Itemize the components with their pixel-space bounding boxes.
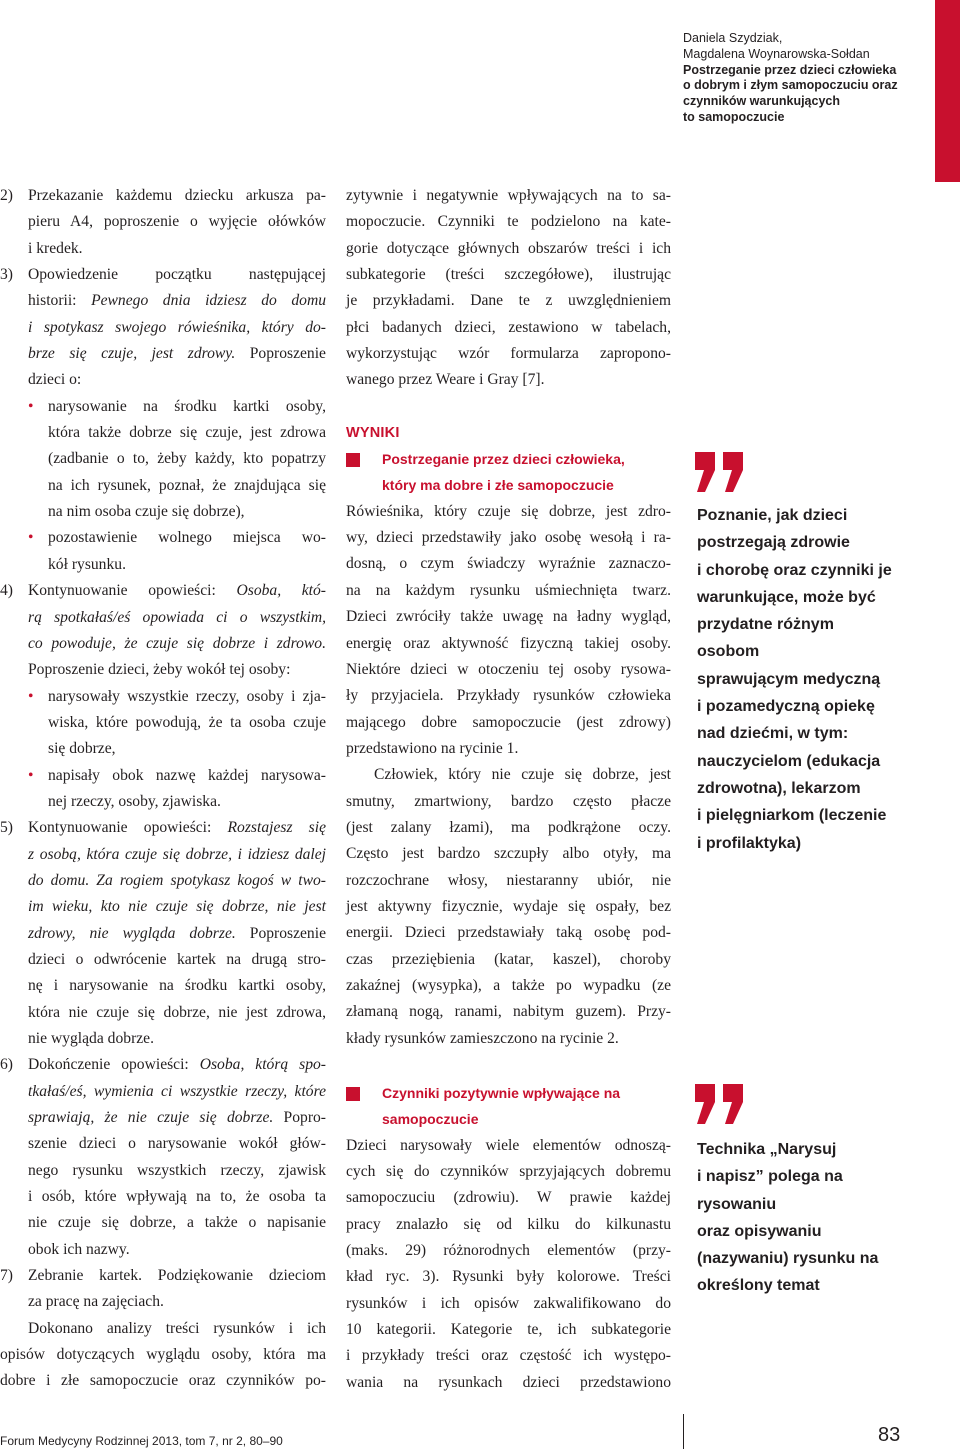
text-line: na na każdym rysunku uśmiechnięta twarz. bbox=[346, 581, 671, 599]
bullet-item bbox=[28, 525, 326, 578]
italic-span: zdrowy, nie wygląda dobrze. bbox=[28, 924, 236, 942]
quote-line: warunkujące, może być bbox=[697, 588, 876, 606]
text-span: historii: bbox=[28, 292, 92, 310]
text-line: nej rzeczy, osoby, zjawiska. bbox=[48, 792, 221, 810]
text-line: (maks. 29) różnorodnych elementów (przy- bbox=[346, 1242, 671, 1260]
text-line: i osób, które wpływają na to, że osoba ta bbox=[28, 1188, 326, 1206]
quote-line: Poznanie, jak dzieci bbox=[697, 507, 848, 524]
list-number: 5) bbox=[0, 819, 13, 837]
text-line: dobre i złe samopoczucie oraz czynników po- bbox=[0, 1372, 326, 1390]
text-line bbox=[28, 1079, 326, 1105]
text-line: się dobrze, bbox=[48, 740, 116, 758]
heading-line: Czynniki pozytywnie wpływające na bbox=[382, 1085, 621, 1101]
paragraph bbox=[346, 499, 671, 762]
text-line: wykorzystując wzór formularza zapropono- bbox=[346, 345, 671, 363]
quote-line: nauczycielom (edukacja bbox=[697, 752, 881, 770]
heading-line: samopoczucie bbox=[382, 1111, 479, 1128]
text-line: która także dobrze się czuje, jest zdrowa bbox=[48, 424, 326, 442]
quote-line: nad dziećmi, w tym: bbox=[697, 725, 849, 743]
text-line: Przekazanie każdemu dziecku arkusza pa- bbox=[28, 187, 326, 204]
text-span: Kontynuowanie opowieści: bbox=[28, 582, 237, 600]
text-line bbox=[28, 341, 326, 367]
text-line: pracy znalazło się od kilku do kilkunastu bbox=[346, 1215, 671, 1233]
italic-span: z osobą, która czuje się dobrze, i idziesz dalej bbox=[28, 845, 326, 863]
text-span: Poproszenie bbox=[235, 924, 326, 942]
text-line: rysunków i ich opisów zakwalifikowano do bbox=[346, 1294, 671, 1312]
text-line: dzieci o: bbox=[28, 371, 82, 389]
text-line: (jest zalany łzami), ma podkrążone oczy. bbox=[346, 818, 671, 836]
text-line: dosną, o czym świadczy wyraźnie zaznaczo- bbox=[346, 555, 671, 573]
text-line: Dzieci zwróciły także uwagę na ładny wygląd, bbox=[346, 608, 671, 626]
text-span: Dokończenie opowieści: bbox=[28, 1056, 200, 1074]
text-line: na ich rysunek, poznał, że znajdująca się bbox=[48, 476, 326, 494]
quote-line: i profilaktyka) bbox=[697, 834, 802, 852]
section-heading: WYNIKI bbox=[346, 424, 400, 441]
list-number: 7) bbox=[0, 1267, 13, 1285]
text-line bbox=[28, 894, 326, 920]
bullet-list bbox=[0, 394, 326, 578]
text-line: zytywnie i negatywnie wpływających na to sa- bbox=[346, 187, 671, 204]
bullet-icon: • bbox=[28, 397, 34, 415]
text-line: kład ryc. 3). Rysunki były kolorowe. Treści bbox=[346, 1268, 671, 1286]
list-item-7 bbox=[0, 1263, 326, 1316]
quote-mark-icon bbox=[693, 452, 753, 492]
italic-span: rą spotkałaś/eś opowiada ci o wszystkim, bbox=[28, 608, 326, 626]
page-number: 83 bbox=[878, 1424, 901, 1446]
text-line: kłady rysunków zamieszczono na rycinie 2. bbox=[346, 1029, 619, 1047]
header-author: Magdalena Woynarowska-Sołdan bbox=[683, 46, 870, 61]
quote-mark-icon bbox=[693, 1084, 753, 1124]
bullet-icon: • bbox=[28, 529, 34, 547]
text-line: wanego przez Weare i Gray [7]. bbox=[346, 371, 545, 389]
closing-paragraph bbox=[0, 1316, 326, 1395]
paragraph bbox=[346, 762, 671, 1052]
text-line: opisów dotyczących wyglądu osoby, która ma bbox=[0, 1346, 326, 1364]
text-line: pozostawienie wolnego miejsca wo- bbox=[48, 529, 326, 547]
text-line: (zadbanie o to, żeby każdy, kto popatrzy bbox=[48, 450, 326, 468]
text-line: Opowiedzenie początku następującej bbox=[28, 266, 326, 284]
text-line: przedstawiono na rycinie 1. bbox=[346, 739, 519, 757]
text-line: je przykładami. Dane te z uwzględnieniem bbox=[346, 292, 671, 310]
text-line: Dokonano analizy treści rysunków i ich bbox=[28, 1319, 326, 1337]
text-line: gorie dotyczące głównych obszarów treści i ich bbox=[346, 239, 671, 257]
text-line: jest aktywny fizycznie, wydaje się ospały, bez bbox=[346, 897, 671, 915]
heading-line: który ma dobre i złe samopoczucie bbox=[382, 477, 614, 494]
text-line: narysowanie na środku kartki osoby, bbox=[48, 397, 326, 415]
list-number: 3) bbox=[0, 266, 13, 284]
text-line: samopoczuciu (zdrowiu). W prawie każdej bbox=[346, 1189, 671, 1207]
text-line: energię oraz aktywność fizyczną takiej osoby. bbox=[346, 634, 671, 652]
list-item-4 bbox=[0, 578, 326, 683]
quote-line: sprawującym medyczną bbox=[697, 670, 881, 688]
text-line: energii. Dzieci przedstawiały taką osobę pod- bbox=[346, 924, 671, 942]
footer-divider bbox=[683, 1414, 684, 1449]
text-line: dzieci o odwrócenie kartek na drugą stro- bbox=[28, 950, 326, 968]
bullet-item bbox=[28, 684, 326, 763]
square-bullet-icon bbox=[346, 1087, 360, 1101]
quote-line: i pielęgniarkom (leczenie bbox=[697, 807, 887, 825]
text-line: smutny, zmartwiony, bardzo często płacze bbox=[346, 792, 671, 810]
text-line: czas przeziębienia (katar, kaszel), choroby bbox=[346, 950, 671, 968]
text-line: obok ich nazwy. bbox=[28, 1240, 130, 1258]
bullet-list bbox=[0, 684, 326, 816]
text-line: subkategorie (treści szczegółowe), ilustrując bbox=[346, 266, 671, 284]
quote-line: postrzegają zdrowie bbox=[697, 534, 850, 552]
italic-span: Osoba, którą spo- bbox=[199, 1056, 326, 1074]
quote-line: rysowaniu bbox=[697, 1195, 777, 1213]
list-number: 4) bbox=[0, 582, 13, 600]
quote-line: zdrowotna), lekarzom bbox=[697, 779, 861, 797]
text-line: napisały obok nazwę każdej narysowa- bbox=[48, 766, 326, 784]
list-number: 2) bbox=[0, 187, 13, 204]
text-line bbox=[28, 288, 326, 314]
italic-span: do domu. bbox=[28, 871, 90, 889]
quote-line: i napisz” polega na bbox=[697, 1168, 843, 1186]
text-line bbox=[28, 315, 326, 341]
square-bullet-icon bbox=[346, 453, 360, 467]
header-title-line: czynników warunkujących bbox=[683, 94, 840, 109]
text-line: na nim osoba czuje się dobrze), bbox=[48, 503, 245, 521]
text-line: nę i narysowanie na środku kartki osoby, bbox=[28, 977, 326, 995]
italic-span: i spotykasz swojego rówieśnika, który do- bbox=[28, 318, 326, 336]
text-line: pieru A4, poproszenie o wyjęcie ołówków bbox=[28, 213, 326, 231]
text-line bbox=[28, 1105, 326, 1131]
bullet-item bbox=[28, 763, 326, 816]
list-item-2 bbox=[0, 183, 326, 262]
quote-line: przydatne różnym osobom bbox=[697, 616, 834, 661]
subsection-heading bbox=[346, 1080, 671, 1133]
list-item-3 bbox=[0, 262, 326, 394]
text-line: za pracę na zajęciach. bbox=[28, 1293, 164, 1311]
text-line bbox=[28, 605, 326, 631]
text-line: wiska, które powodują, że ta osoba czuje bbox=[48, 713, 326, 731]
text-line: złamaną nogą, ranami, nabitym guzem). Przy- bbox=[346, 1003, 671, 1021]
text-line: Poproszenie dzieci, żeby wokół tej osoby: bbox=[28, 661, 291, 679]
header-author: Daniela Szydziak, bbox=[683, 31, 783, 45]
text-line: Rówieśnika, który czuje się dobrze, jest zdro- bbox=[346, 502, 671, 520]
text-line bbox=[28, 842, 326, 868]
italic-span: brze się czuje, jest zdrowy. bbox=[28, 345, 236, 363]
bullet-icon: • bbox=[28, 766, 34, 784]
running-header bbox=[683, 31, 933, 126]
text-line bbox=[28, 868, 326, 894]
text-line bbox=[28, 578, 326, 604]
italic-span: tkałaś/eś, wymienia ci wszystkie rzeczy, które bbox=[28, 1082, 326, 1100]
text-line: rozczochrane włosy, niestaranny ubiór, nie bbox=[346, 871, 671, 889]
bullet-item bbox=[28, 394, 326, 526]
quote-line: i pozamedyczną opiekę bbox=[697, 698, 875, 716]
text-line: zakaźnej (wysypka), a także po wypadku (ze bbox=[346, 976, 671, 994]
text-span: Poproszenie bbox=[235, 345, 326, 363]
text-line: która nie czuje się dobrze, nie jest zdrowa, bbox=[28, 1003, 326, 1021]
text-line: wania na rysunkach dzieci przedstawiono bbox=[346, 1373, 671, 1391]
text-line: cych się do czynników sprzyjających dobremu bbox=[346, 1163, 671, 1181]
text-span: Popro- bbox=[273, 1109, 326, 1127]
italic-span: Rozstajesz się bbox=[227, 819, 327, 837]
middle-column bbox=[346, 183, 671, 1396]
text-line: Zebranie kartek. Podziękowanie dzieciom bbox=[28, 1267, 326, 1285]
text-line bbox=[28, 921, 326, 947]
text-line: nie czuje się dobrze, a także o napisanie bbox=[28, 1214, 326, 1232]
italic-span: sprawiają, że nie czuje się dobrze. bbox=[28, 1109, 274, 1127]
text-line: mającego dobre samopoczucie (jest zdrowy) bbox=[346, 713, 671, 731]
text-line bbox=[28, 815, 326, 841]
text-line: Człowiek, który nie czuje się dobrze, jest bbox=[374, 766, 671, 784]
header-title-line: to samopoczucie bbox=[683, 109, 785, 124]
heading-line: Postrzeganie przez dzieci człowieka, bbox=[382, 451, 625, 468]
quote-line: (nazywaniu) rysunku na bbox=[697, 1250, 879, 1268]
text-line: Niektóre dzieci w otoczeniu tej osoby rysowa- bbox=[346, 660, 671, 678]
list-item-6 bbox=[0, 1052, 326, 1263]
text-line: kół rysunku. bbox=[48, 555, 126, 573]
text-line: nie wygląda dobrze. bbox=[28, 1030, 154, 1047]
list-number: 6) bbox=[0, 1056, 13, 1074]
text-line: Często jest bardzo szczupły albo otyły, ma bbox=[346, 845, 671, 863]
text-line: płci badanych dzieci, zestawiono w tabelach, bbox=[346, 318, 671, 336]
text-line: 10 kategorii. Kategorie te, ich subkategorie bbox=[346, 1321, 671, 1339]
text-line: nego rysunku wszystkich rzeczy, zjawisk bbox=[28, 1161, 326, 1179]
quote-line: określony temat bbox=[697, 1277, 820, 1295]
header-title-line: o dobrym i złym samopoczuciu oraz bbox=[683, 78, 898, 93]
paragraph bbox=[346, 1133, 671, 1396]
italic-span: Za rogiem spotykasz kogoś w two- bbox=[89, 871, 326, 889]
text-line: Dzieci narysowały wiele elementów odnoszą- bbox=[346, 1136, 671, 1154]
italic-span: im wieku, kto nie czuje się dobrze, nie jest bbox=[28, 898, 326, 916]
corner-accent-bar bbox=[935, 0, 960, 182]
italic-span: co powoduje, że czuje się dobrze i zdrowo. bbox=[28, 634, 326, 652]
text-line: szenie dzieci o narysowanie wokół głów- bbox=[28, 1135, 326, 1153]
text-line: wy, dzieci przedstawiły jako osobę wesołą i ra- bbox=[346, 529, 671, 547]
pull-quote bbox=[697, 1136, 897, 1300]
quote-line: i chorobę oraz czynniki je bbox=[697, 561, 892, 579]
header-title-line: Postrzeganie przez dzieci człowieka bbox=[683, 62, 897, 77]
italic-span: Osoba, któ- bbox=[236, 582, 327, 600]
text-line: i kredek. bbox=[28, 239, 83, 257]
text-line: ły przyjaciela. Przykłady rysunków człowieka bbox=[346, 687, 671, 705]
text-line: narysowały wszystkie rzeczy, osoby i zja- bbox=[48, 687, 326, 705]
text-line bbox=[28, 631, 326, 657]
bullet-icon: • bbox=[28, 687, 34, 705]
list-item-5 bbox=[0, 815, 326, 1052]
text-line bbox=[28, 1052, 326, 1078]
text-span: Kontynuowanie opowieści: bbox=[28, 819, 228, 837]
text-line: mopoczucie. Czynniki te podzielono na kate- bbox=[346, 213, 671, 231]
left-column bbox=[0, 183, 326, 1395]
quote-line: oraz opisywaniu bbox=[697, 1222, 822, 1240]
intro-paragraph bbox=[346, 183, 671, 394]
text-line: i przykłady treści oraz częstość ich występo- bbox=[346, 1347, 671, 1365]
italic-span: Pewnego dnia idziesz do domu bbox=[91, 292, 327, 310]
subsection-heading bbox=[346, 446, 671, 499]
pull-quote bbox=[697, 502, 897, 857]
quote-line: Technika „Narysuj bbox=[697, 1141, 837, 1158]
journal-footer: Forum Medycyny Rodzinnej 2013, tom 7, nr 2, 80–90 bbox=[0, 1434, 283, 1448]
